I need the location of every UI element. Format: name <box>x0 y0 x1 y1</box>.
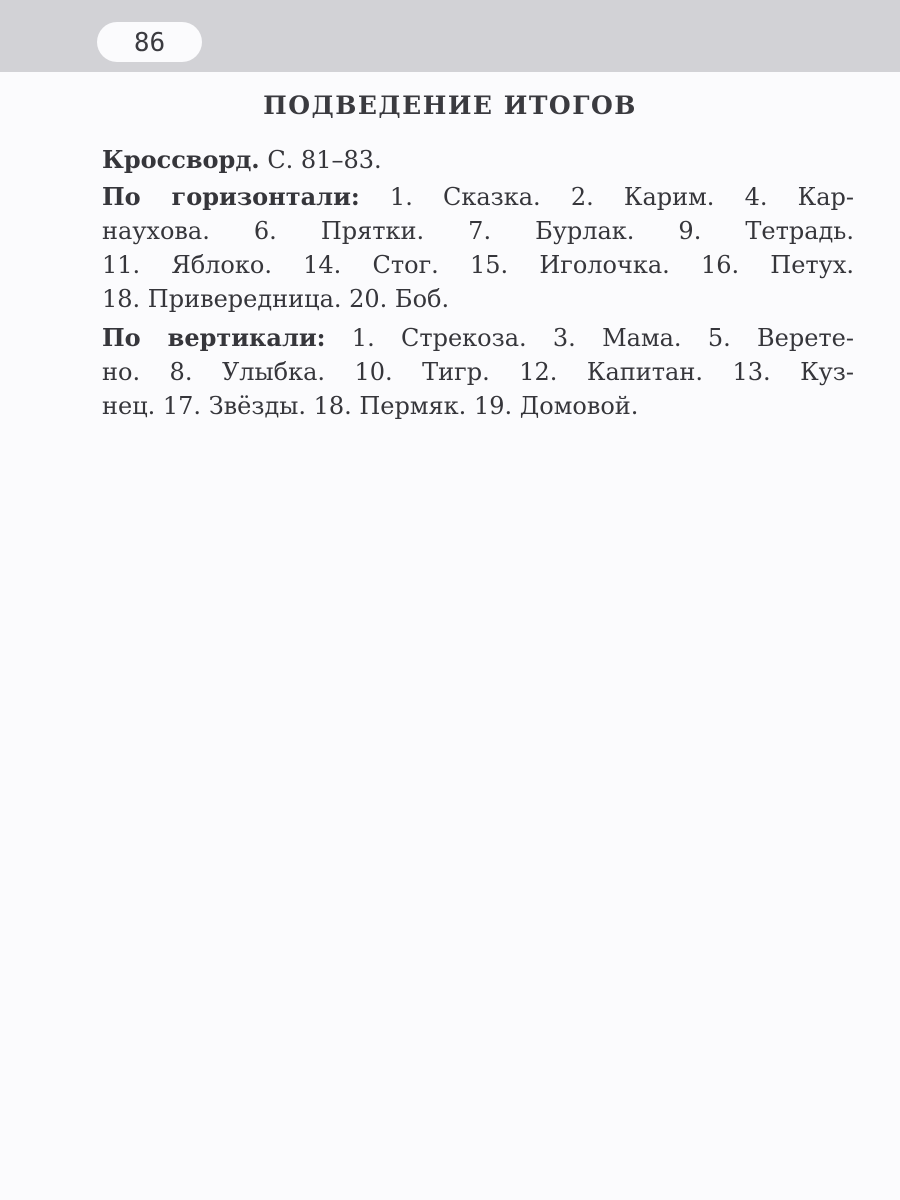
horizontal-line: 11. Яблоко. 14. Стог. 15. Иголочка. 16. Петух. <box>102 251 854 279</box>
page-title: ПОДВЕДЕНИЕ ИТОГОВ <box>263 91 637 120</box>
horizontal-line <box>102 180 854 214</box>
vertical-line-text: 1. Стрекоза. 3. Мама. 5. Верете- <box>351 324 854 352</box>
horizontal-line-text: 1. Сказка. 2. Карим. 4. Кар- <box>389 183 855 211</box>
vertical-line: нец. 17. Звёзды. 18. Пермяк. 19. Домовой. <box>102 392 639 420</box>
crossword-pages: С. 81–83. <box>267 146 382 174</box>
horizontal-line: наухова. 6. Прятки. 7. Бурлак. 9. Тетрадь. <box>102 217 854 245</box>
vertical-answers <box>102 321 854 423</box>
crossword-label: Кроссворд. <box>102 145 260 174</box>
horizontal-label: По горизонтали: <box>102 182 360 211</box>
header-band <box>0 0 900 72</box>
vertical-line <box>102 321 854 355</box>
vertical-line: но. 8. Улыбка. 10. Тигр. 12. Капитан. 13. Куз- <box>102 358 854 386</box>
vertical-label: По вертикали: <box>102 323 326 352</box>
horizontal-answers <box>102 180 854 316</box>
page-number: 86 <box>97 22 202 62</box>
horizontal-line: 18. Привередница. 20. Боб. <box>102 285 450 313</box>
crossword-reference <box>102 143 854 177</box>
